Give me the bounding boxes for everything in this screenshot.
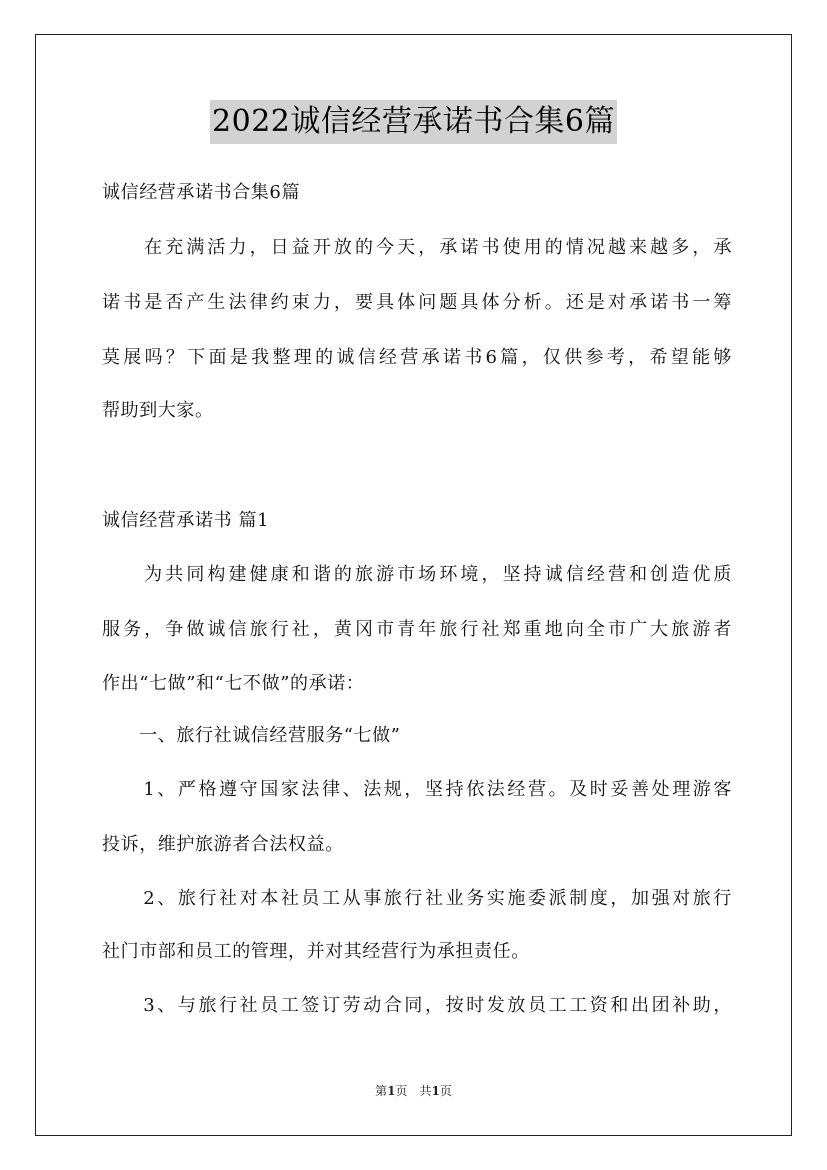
footer-page-total: 1 [431, 1084, 440, 1098]
paragraph-line: 为共同构建健康和谐的旅游市场环境，坚持诚信经营和创造优质 [102, 564, 732, 585]
paragraph-line: 服务，争做诚信旅行社，黄冈市青年旅行社郑重地向全市广大旅游者 [102, 619, 732, 640]
title-block [0, 100, 827, 144]
footer-page-number: 1 [387, 1084, 396, 1098]
footer-page-mid: 页 共 [395, 1084, 432, 1098]
footer-page-prefix: 第 [375, 1084, 388, 1098]
paragraph-line: 诺书是否产生法律约束力，要具体问题具体分析。还是对承诺书一筹 [102, 292, 732, 313]
paragraph-line: 社门市部和员工的管理，并对其经营行为承担责任。 [102, 941, 530, 962]
section-heading: 诚信经营承诺书 篇1 [102, 510, 270, 531]
page-footer [0, 1083, 827, 1099]
subsection-heading: 一、旅行社诚信经营服务“七做” [102, 725, 401, 746]
paragraph-line: 1、严格遵守国家法律、法规，坚持依法经营。及时妥善处理游客 [102, 779, 732, 800]
paragraph-line: 3、与旅行社员工签订劳动合同，按时发放员工工资和出团补助， [102, 995, 732, 1016]
paragraph-line: 2、旅行社对本社员工从事旅行社业务实施委派制度，加强对旅行 [102, 888, 732, 909]
footer-page-suffix: 页 [439, 1084, 452, 1098]
paragraph-line: 在充满活力，日益开放的今天，承诺书使用的情况越来越多，承 [102, 237, 732, 258]
subtitle-line: 诚信经营承诺书合集6篇 [102, 182, 301, 203]
document-title: 2022诚信经营承诺书合集6篇 [210, 100, 617, 144]
paragraph-line: 莫展吗？下面是我整理的诚信经营承诺书6篇，仅供参考，希望能够 [102, 347, 732, 368]
paragraph-line: 投诉，维护旅游者合法权益。 [102, 834, 344, 855]
paragraph-line: 帮助到大家。 [102, 400, 214, 421]
paragraph-line: 作出“七做”和“七不做”的承诺： [102, 673, 365, 694]
